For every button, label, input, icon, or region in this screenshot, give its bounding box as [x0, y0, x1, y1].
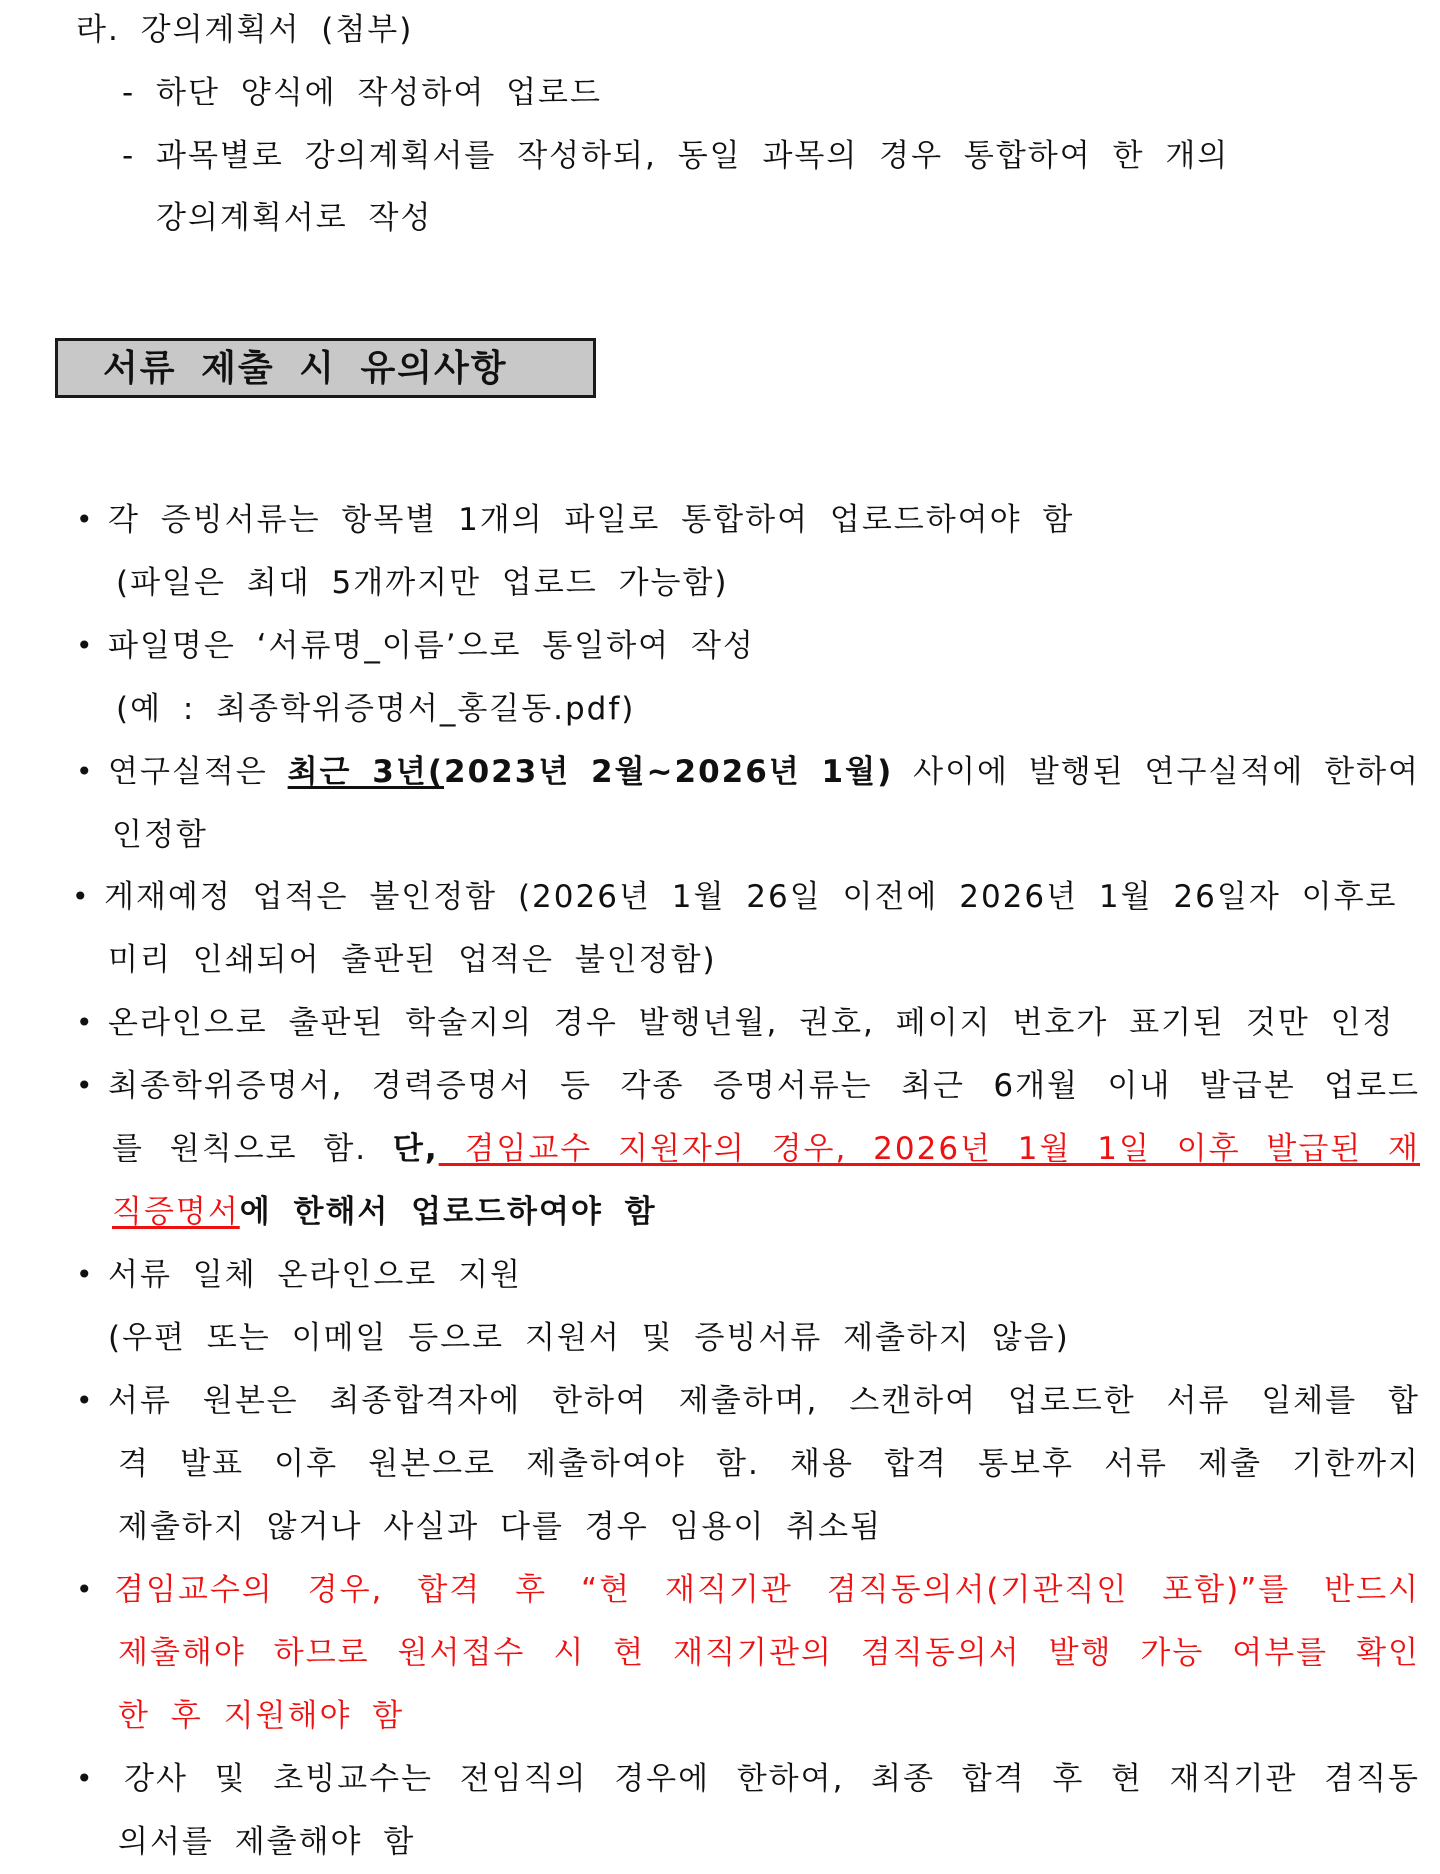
bullet-marker: •	[76, 1258, 93, 1291]
bullet-marker: •	[76, 1762, 93, 1795]
research-period-dates: 2023년 2월~2026년 1월)	[444, 754, 894, 790]
note-text: 연구실적은	[108, 754, 288, 790]
list-item: - 하단 양식에 작성하여 업로드	[122, 75, 602, 111]
note-item-continuation: (우편 또는 이메일 등으로 지원서 및 증빙서류 제출하지 않음)	[108, 1320, 1070, 1356]
note-item-continuation: 제출하지 않거나 사실과 다를 경우 임용이 취소됨	[118, 1509, 883, 1545]
bullet-marker: •	[76, 503, 93, 536]
section-title: 서류 제출 시 유의사항	[103, 348, 508, 389]
note-item-continuation: 미리 인쇄되어 출판된 업적은 불인정함)	[108, 942, 717, 978]
note-item: 최종학위증명서, 경력증명서 등 각종 증명서류는 최근 6개월 이내 발급본 업로드	[108, 1068, 1420, 1104]
note-item-continuation	[112, 1129, 1420, 1169]
bullet-marker: •	[76, 1573, 93, 1606]
adjunct-professor-warning: 직증명서	[112, 1194, 240, 1230]
note-emphasis: 단,	[392, 1131, 439, 1167]
note-item-continuation: 의서를 제출해야 함	[118, 1824, 416, 1860]
note-item: 파일명은 ‘서류명_이름’으로 통일하여 작성	[108, 628, 755, 664]
note-item-continuation: 인정함	[112, 817, 208, 853]
note-item-warning-continuation: 한 후 지원해야 함	[118, 1698, 405, 1734]
list-item: - 과목별로 강의계획서를 작성하되, 동일 과목의 경우 통합하여 한 개의	[122, 138, 1230, 174]
note-item-warning-continuation: 제출해야 하므로 원서접수 시 현 재직기관의 겸직동의서 발행 가능 여부를 확인	[118, 1635, 1420, 1671]
bullet-marker: •	[76, 629, 93, 662]
note-text: 사이에 발행된 연구실적에 한하여	[893, 754, 1420, 790]
section-header-box	[55, 338, 596, 398]
note-emphasis: 에 한해서 업로드하여야 함	[239, 1194, 657, 1230]
bullet-marker: •	[76, 1384, 93, 1417]
subsection-heading: 라. 강의계획서 (첨부)	[76, 12, 414, 48]
bullet-marker: •	[76, 755, 93, 788]
note-item: 각 증빙서류는 항목별 1개의 파일로 통합하여 업로드하여야 함	[108, 502, 1075, 538]
adjunct-professor-warning: 겸임교수 지원자의 경우, 2026년 1월 1일 이후 발급된 재	[438, 1131, 1420, 1167]
bullet-marker: •	[72, 880, 89, 913]
note-item-warning: 겸임교수의 경우, 합격 후 “현 재직기관 겸직동의서(기관직인 포함)”를 반드시	[114, 1572, 1420, 1608]
note-item-continuation: 격 발표 이후 원본으로 제출하여야 함. 채용 합격 통보후 서류 제출 기한까지	[118, 1446, 1420, 1482]
note-text: 를 원칙으로 함.	[112, 1131, 393, 1167]
note-item: 게재예정 업적은 불인정함 (2026년 1월 26일 이전에 2026년 1월 26일자 이후로	[104, 879, 1398, 915]
research-period-underlined: 최근 3년(	[287, 754, 444, 790]
note-item: 강사 및 초빙교수는 전임직의 경우에 한하여, 최종 합격 후 현 재직기관 겸직동	[124, 1761, 1420, 1797]
list-item-continuation: 강의계획서로 작성	[156, 200, 433, 236]
note-item: 서류 원본은 최종합격자에 한하여 제출하며, 스캔하여 업로드한 서류 일체를 합	[108, 1383, 1420, 1419]
note-item	[108, 752, 1420, 792]
note-item-continuation	[112, 1192, 657, 1232]
note-item-continuation: (파일은 최대 5개까지만 업로드 가능함)	[116, 565, 729, 601]
note-item: 온라인으로 출판된 학술지의 경우 발행년월, 권호, 페이지 번호가 표기된 것만 인정	[108, 1005, 1395, 1041]
bullet-marker: •	[76, 1069, 93, 1102]
bullet-marker: •	[76, 1006, 93, 1039]
note-item-continuation: (예 : 최종학위증명서_홍길동.pdf)	[116, 691, 636, 727]
note-item: 서류 일체 온라인으로 지원	[108, 1257, 522, 1293]
